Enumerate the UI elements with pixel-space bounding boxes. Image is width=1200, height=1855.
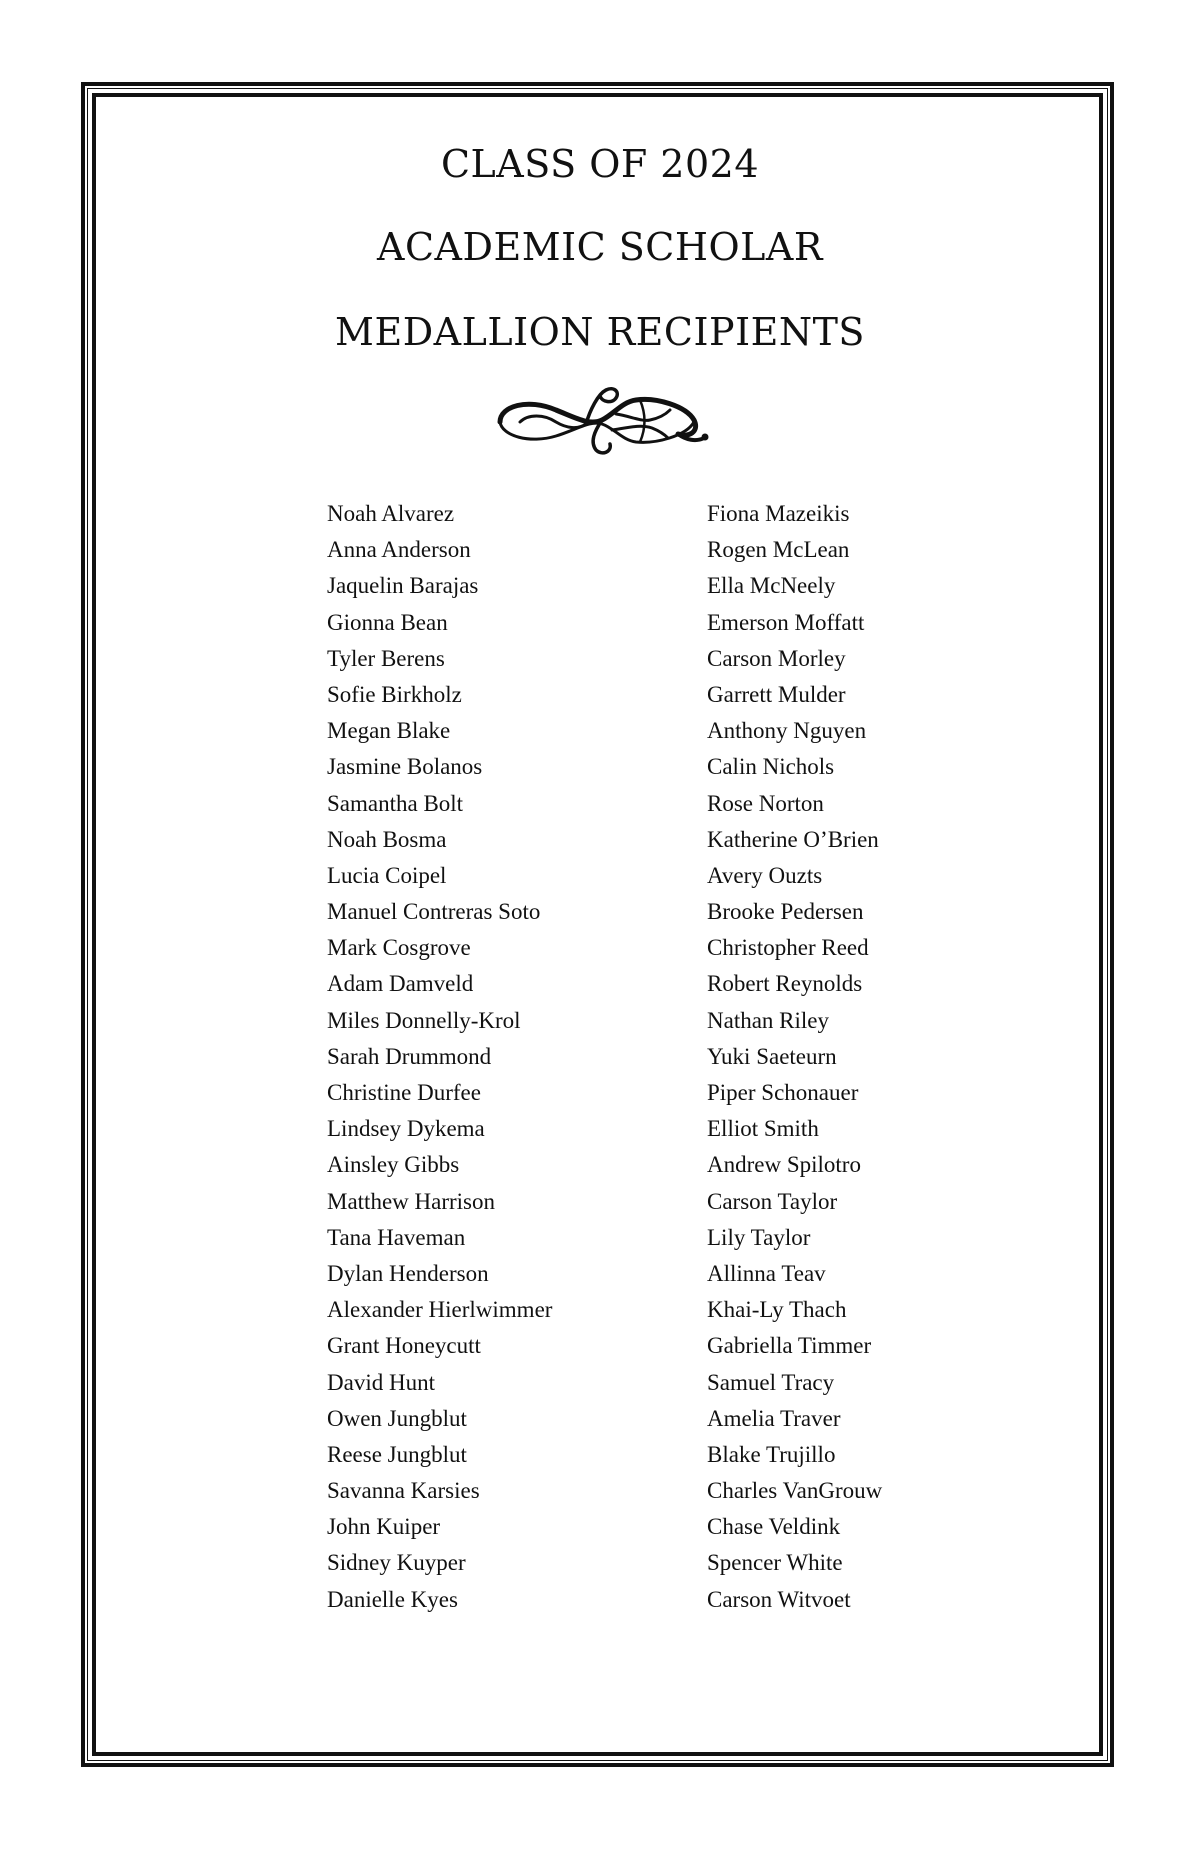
recipient-name: Calin Nichols bbox=[707, 754, 835, 780]
recipient-name: Brooke Pedersen bbox=[707, 899, 864, 925]
recipient-name: Christine Durfee bbox=[327, 1080, 481, 1105]
recipient-name: Khai-Ly Thach bbox=[707, 1297, 847, 1323]
recipient-name: Emerson Moffatt bbox=[707, 609, 865, 635]
recipient-name: Owen Jungblut bbox=[327, 1405, 467, 1431]
recipient-name: Lily Taylor bbox=[707, 1224, 811, 1250]
recipient-name: Blake Trujillo bbox=[707, 1441, 836, 1467]
recipient-name: Allinna Teav bbox=[707, 1260, 826, 1286]
recipient-name: Fiona Mazeikis bbox=[707, 501, 850, 526]
recipient-name: Andrew Spilotro bbox=[707, 1152, 861, 1178]
recipient-name: Adam Damveld bbox=[327, 971, 474, 997]
recipient-name: Noah Alvarez bbox=[327, 501, 455, 526]
recipient-name: Samantha Bolt bbox=[327, 790, 464, 816]
recipient-name: Piper Schonauer bbox=[707, 1080, 859, 1105]
recipient-name: Matthew Harrison bbox=[327, 1188, 495, 1214]
recipient-name: Tana Haveman bbox=[327, 1224, 466, 1250]
recipient-name: Garrett Mulder bbox=[707, 681, 846, 707]
recipient-name: Gabriella Timmer bbox=[707, 1333, 872, 1359]
recipient-name: Chase Veldink bbox=[707, 1514, 841, 1540]
recipient-name: Christopher Reed bbox=[707, 935, 869, 961]
recipient-name: Manuel Contreras Soto bbox=[327, 899, 541, 925]
recipient-name: Rogen McLean bbox=[707, 537, 850, 563]
recipient-name: Sofie Birkholz bbox=[327, 681, 462, 707]
recipient-name: Gionna Bean bbox=[327, 609, 448, 635]
recipient-name: Katherine O’Brien bbox=[707, 826, 879, 852]
recipient-name: Charles VanGrouw bbox=[707, 1478, 883, 1504]
recipient-name: Reese Jungblut bbox=[327, 1441, 467, 1467]
recipient-name: Robert Reynolds bbox=[707, 971, 863, 997]
recipient-name: Elliot Smith bbox=[707, 1116, 819, 1142]
recipient-name: Lucia Coipel bbox=[327, 862, 447, 888]
recipient-name: Grant Honeycutt bbox=[327, 1333, 481, 1359]
recipient-name: Savanna Karsies bbox=[327, 1478, 480, 1504]
recipient-name: John Kuiper bbox=[327, 1514, 441, 1540]
recipient-name: Carson Morley bbox=[707, 645, 846, 671]
recipient-name: Carson Taylor bbox=[707, 1188, 838, 1214]
recipient-name: Jasmine Bolanos bbox=[327, 754, 483, 780]
title-line-recipients: MEDALLION RECIPIENTS bbox=[335, 310, 865, 354]
recipient-list-right bbox=[707, 496, 882, 1618]
recipient-name: Nathan Riley bbox=[707, 1007, 829, 1033]
recipient-name: Sidney Kuyper bbox=[327, 1550, 466, 1576]
recipient-name: Avery Ouzts bbox=[707, 862, 823, 888]
recipient-name: Rose Norton bbox=[707, 790, 824, 816]
recipient-name: Yuki Saeteurn bbox=[707, 1043, 837, 1069]
recipient-name: Jaquelin Barajas bbox=[327, 573, 479, 599]
recipient-name: Miles Donnelly-Krol bbox=[327, 1007, 521, 1033]
recipient-name: Mark Cosgrove bbox=[327, 935, 471, 961]
recipient-name: Sarah Drummond bbox=[327, 1043, 492, 1069]
recipient-name: Samuel Tracy bbox=[707, 1369, 835, 1395]
recipient-name: Danielle Kyes bbox=[327, 1586, 458, 1612]
recipient-name: David Hunt bbox=[327, 1369, 435, 1395]
recipient-name: Megan Blake bbox=[327, 718, 451, 744]
recipient-name: Carson Witvoet bbox=[707, 1586, 851, 1612]
recipient-name: Noah Bosma bbox=[327, 826, 447, 852]
recipient-name: Ella McNeely bbox=[707, 573, 836, 599]
recipient-name: Spencer White bbox=[707, 1550, 843, 1576]
recipient-name: Anna Anderson bbox=[327, 537, 471, 563]
recipient-name: Alexander Hierlwimmer bbox=[327, 1297, 553, 1323]
recipient-name: Lindsey Dykema bbox=[327, 1116, 485, 1142]
title-line-award: ACADEMIC SCHOLAR bbox=[377, 225, 823, 269]
recipient-name: Amelia Traver bbox=[707, 1405, 841, 1431]
scroll-flourish-icon bbox=[490, 380, 710, 462]
recipient-name: Dylan Henderson bbox=[327, 1260, 489, 1286]
recipient-name: Ainsley Gibbs bbox=[327, 1152, 460, 1178]
recipient-list-left bbox=[327, 496, 552, 1618]
recipient-name: Tyler Berens bbox=[327, 645, 445, 671]
recipient-name: Anthony Nguyen bbox=[707, 718, 867, 744]
title-line-class-year: CLASS OF 2024 bbox=[440, 142, 760, 186]
